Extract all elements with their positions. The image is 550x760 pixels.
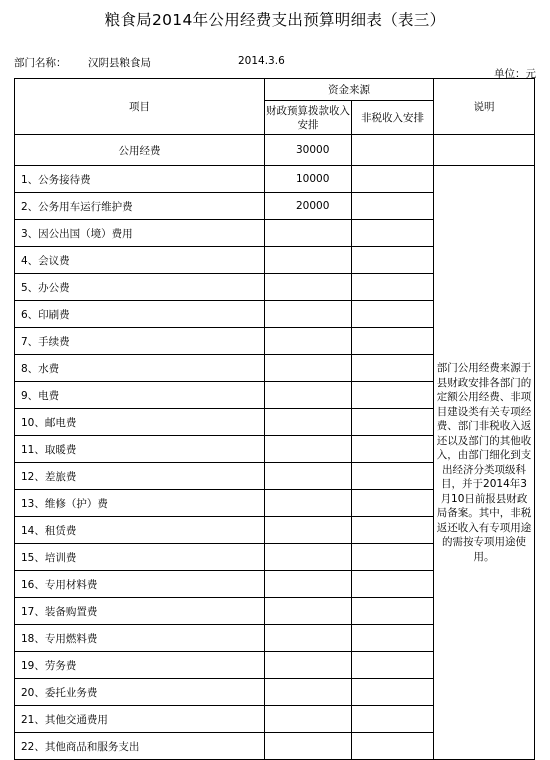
- row-label: 22、其他商品和服务支出: [15, 733, 265, 760]
- row-nontax: [352, 166, 434, 193]
- row-fiscal: [265, 301, 352, 328]
- row-nontax: [352, 301, 434, 328]
- row-nontax: [352, 733, 434, 760]
- header-fund-source: 资金来源: [265, 79, 434, 101]
- row-nontax: [352, 652, 434, 679]
- row-label: 9、电费: [15, 382, 265, 409]
- row-nontax: [352, 517, 434, 544]
- row-fiscal: [265, 382, 352, 409]
- report-date: 2014.3.6: [238, 55, 285, 67]
- row-label: 4、会议费: [15, 247, 265, 274]
- row-fiscal: [265, 517, 352, 544]
- row-nontax: [352, 436, 434, 463]
- total-row: [15, 135, 535, 166]
- total-note: [434, 135, 535, 166]
- row-nontax: [352, 220, 434, 247]
- row-label: 20、委托业务费: [15, 679, 265, 706]
- row-fiscal: [265, 544, 352, 571]
- row-nontax: [352, 193, 434, 220]
- unit-label: 单位：元: [494, 68, 536, 80]
- row-nontax: [352, 247, 434, 274]
- row-label: 3、因公出国（境）费用: [15, 220, 265, 247]
- row-label: 13、维修（护）费: [15, 490, 265, 517]
- budget-table: [14, 78, 535, 760]
- row-label: 8、水费: [15, 355, 265, 382]
- row-fiscal: [265, 436, 352, 463]
- total-nontax: [352, 135, 434, 166]
- row-nontax: [352, 544, 434, 571]
- row-label: 1、公务接待费: [15, 166, 265, 193]
- department-label: 部门名称：: [14, 57, 67, 69]
- row-nontax: [352, 328, 434, 355]
- row-nontax: [352, 706, 434, 733]
- row-fiscal: [265, 679, 352, 706]
- row-nontax: [352, 625, 434, 652]
- row-nontax: [352, 490, 434, 517]
- header-note: 说明: [434, 79, 535, 135]
- row-fiscal: [265, 220, 352, 247]
- total-fiscal: 30000: [265, 135, 352, 166]
- row-label: 7、手续费: [15, 328, 265, 355]
- row-nontax: [352, 598, 434, 625]
- row-nontax: [352, 382, 434, 409]
- row-label: 12、差旅费: [15, 463, 265, 490]
- row-nontax: [352, 274, 434, 301]
- row-label: 6、印刷费: [15, 301, 265, 328]
- row-fiscal: [265, 490, 352, 517]
- department-name: 汉阴县粮食局: [88, 57, 151, 69]
- row-fiscal: [265, 463, 352, 490]
- row-label: 17、装备购置费: [15, 598, 265, 625]
- row-fiscal: [265, 706, 352, 733]
- row-nontax: [352, 463, 434, 490]
- row-label: 15、培训费: [15, 544, 265, 571]
- row-label: 21、其他交通费用: [15, 706, 265, 733]
- row-fiscal: [265, 355, 352, 382]
- row-fiscal: [265, 598, 352, 625]
- row-label: 18、专用燃料费: [15, 625, 265, 652]
- header-nontax: 非税收入安排: [352, 101, 434, 135]
- note-text: 部门公用经费来源于县财政安排各部门的定额公用经费、非项目建设类有关专项经费、部门非税收入返还以及部门的其他收入，由部门细化到支出经济分类项级科目，并于2014年3月10日前报县财政局备案。其中，非税返还收入有专项用途的需按专项用途使用。: [434, 166, 535, 760]
- row-fiscal: [265, 652, 352, 679]
- page-title: 粮食局2014年公用经费支出预算明细表（表三）: [104, 11, 446, 29]
- row-fiscal: 20000: [265, 193, 352, 220]
- header-item: 项目: [15, 79, 265, 135]
- row-nontax: [352, 679, 434, 706]
- row-label: 14、租赁费: [15, 517, 265, 544]
- row-fiscal: [265, 571, 352, 598]
- table-row: [15, 166, 535, 193]
- row-label: 16、专用材料费: [15, 571, 265, 598]
- total-label: 公用经费: [15, 135, 265, 166]
- row-nontax: [352, 355, 434, 382]
- row-fiscal: [265, 274, 352, 301]
- row-nontax: [352, 571, 434, 598]
- row-fiscal: [265, 247, 352, 274]
- row-label: 11、取暖费: [15, 436, 265, 463]
- row-label: 5、办公费: [15, 274, 265, 301]
- row-nontax: [352, 409, 434, 436]
- row-fiscal: [265, 733, 352, 760]
- header-fiscal: 财政预算拨款收入安排: [265, 101, 352, 135]
- row-label: 10、邮电费: [15, 409, 265, 436]
- row-label: 19、劳务费: [15, 652, 265, 679]
- row-fiscal: 10000: [265, 166, 352, 193]
- row-label: 2、公务用车运行维护费: [15, 193, 265, 220]
- row-fiscal: [265, 625, 352, 652]
- row-fiscal: [265, 328, 352, 355]
- row-fiscal: [265, 409, 352, 436]
